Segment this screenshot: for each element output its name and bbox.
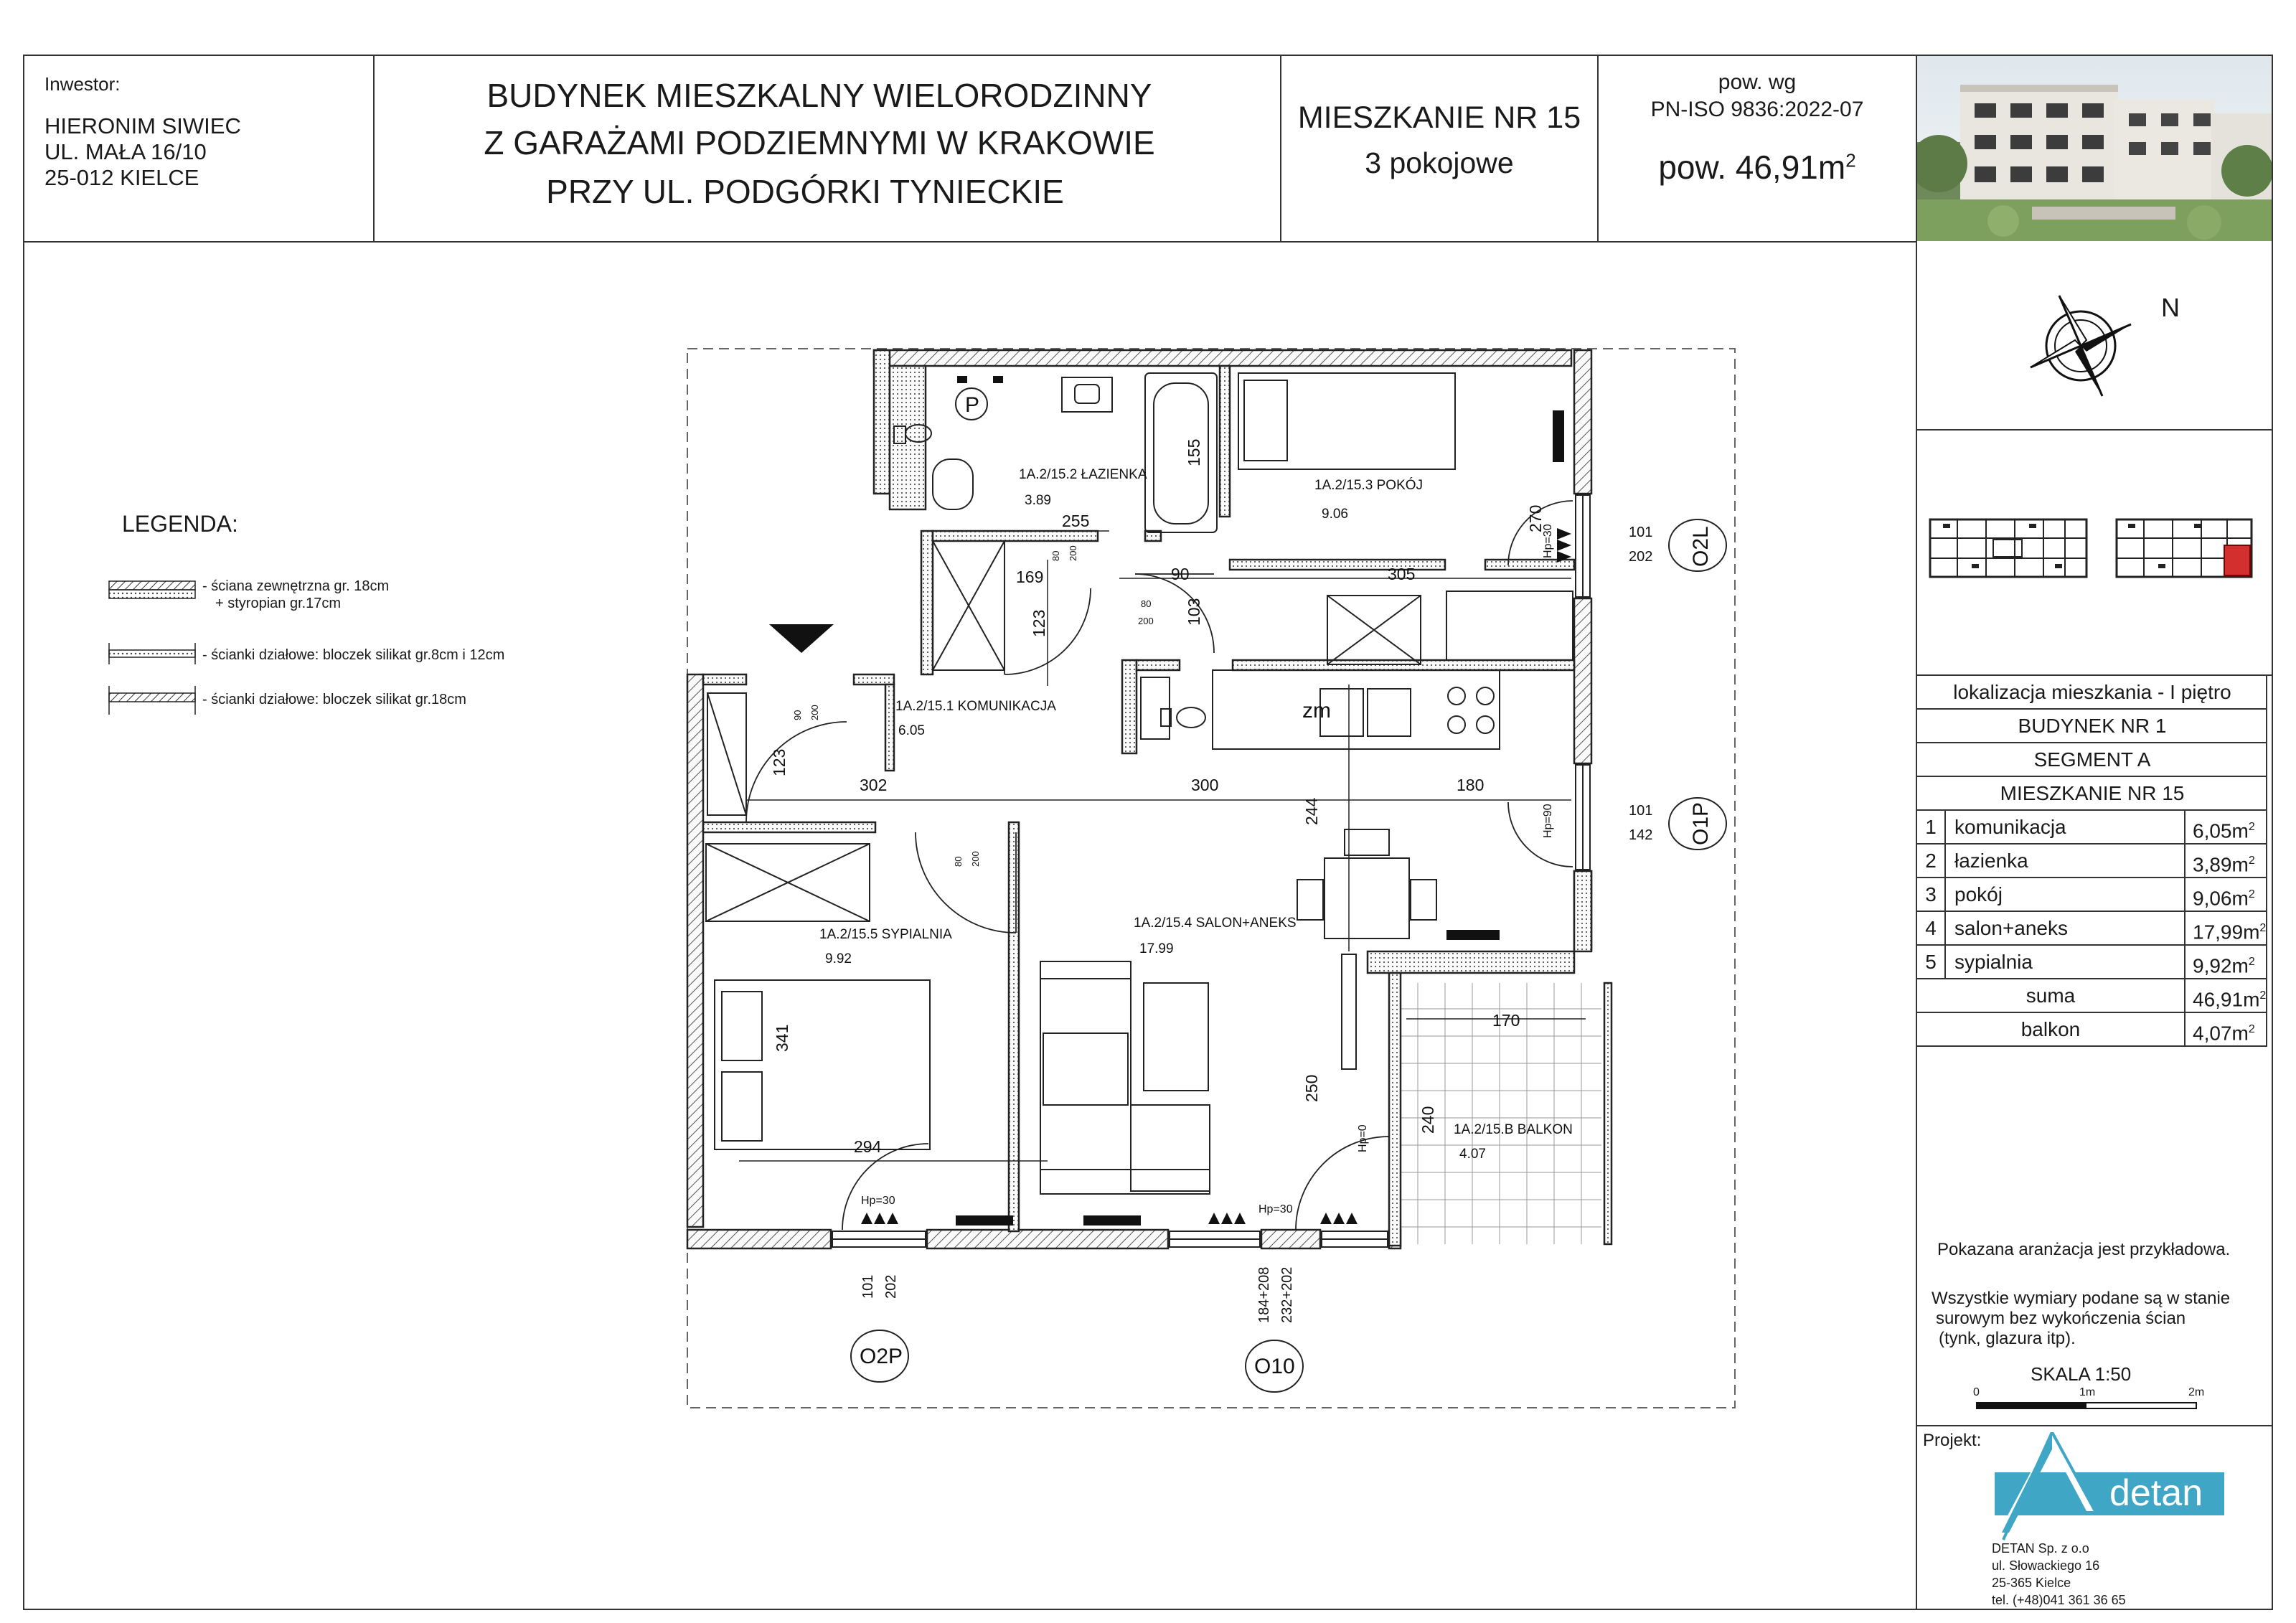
- area-total-sup: 2: [1845, 149, 1856, 171]
- svg-text:300: 300: [1191, 776, 1219, 794]
- svg-text:250: 250: [1302, 1074, 1321, 1102]
- note-dimensions-3: (tynk, glazura itp).: [1939, 1329, 2076, 1348]
- area-norm-line1: pow. wg: [1718, 70, 1797, 94]
- project-label: Projekt:: [1923, 1431, 1982, 1450]
- room-row-5: [1917, 946, 2267, 979]
- svg-text:200: 200: [1138, 616, 1154, 626]
- svg-text:Hp=30: Hp=30: [1258, 1203, 1293, 1215]
- svg-text:1A.2/15.B BALKON: 1A.2/15.B BALKON: [1454, 1122, 1573, 1137]
- svg-text:90: 90: [1171, 565, 1190, 583]
- company-phone: tel. (+48)041 361 36 65: [1992, 1593, 2126, 1607]
- room-sum-row: [1917, 979, 2267, 1013]
- svg-text:101: 101: [860, 1274, 876, 1299]
- area-norm-line2: PN-ISO 9836:2022-07: [1650, 98, 1864, 121]
- table-right-border: [2266, 674, 2267, 1047]
- company-city: 25-365 Kielce: [1992, 1576, 2071, 1590]
- room-row-1: [1917, 811, 2267, 845]
- location-segment: SEGMENT A: [2033, 748, 2151, 771]
- svg-text:255: 255: [1062, 512, 1090, 530]
- compass-box-bottom: [1917, 429, 2273, 431]
- investor-street: UL. MAŁA 16/10: [44, 139, 207, 164]
- project-box-top: [1917, 1425, 2273, 1426]
- svg-text:200: 200: [1068, 545, 1078, 561]
- svg-text:123: 123: [1030, 609, 1048, 637]
- room-row-4: [1917, 912, 2267, 946]
- svg-text:123: 123: [770, 748, 789, 776]
- svg-text:1A.2/15.1 KOMUNIKACJA: 1A.2/15.1 KOMUNIKACJA: [895, 699, 1056, 714]
- room-row-value: $9,92m^2$: [2184, 946, 2267, 978]
- room-row-name: pokój: [1954, 883, 2003, 905]
- area-total-value: pow. 46,91m: [1658, 149, 1846, 186]
- svg-text:90: 90: [792, 710, 803, 720]
- svg-text:200: 200: [970, 851, 981, 867]
- svg-text:O2L: O2L: [1689, 526, 1713, 567]
- apartment-number: MIESZKANIE NR 15: [1297, 100, 1581, 135]
- scale-1m: 1m: [2079, 1386, 2096, 1398]
- investor-label: Inwestor:: [44, 73, 121, 95]
- svg-text:302: 302: [860, 776, 888, 794]
- svg-text:Hp=30: Hp=30: [1542, 524, 1554, 558]
- location-building-row: [1917, 710, 2267, 743]
- room-row-name: komunikacja: [1954, 816, 2066, 838]
- project-title-line2: Z GARAŻAMI PODZIEMNYMI W KRAKOWIE: [484, 124, 1155, 161]
- investor-city: 25-012 KIELCE: [44, 165, 199, 190]
- zm-label: zm: [1302, 699, 1331, 723]
- svg-text:17.99: 17.99: [1139, 941, 1174, 956]
- svg-text:O2P: O2P: [860, 1345, 903, 1368]
- room-row-num: 1: [1917, 811, 1946, 843]
- key-plan-segment-left: [1929, 517, 2088, 583]
- location-apartment-row: [1917, 777, 2267, 811]
- location-apartment: MIESZKANIE NR 15: [2000, 782, 2185, 804]
- svg-text:180: 180: [1457, 776, 1485, 794]
- location-segment-row: [1917, 743, 2267, 777]
- apartment-rooms: 3 pokojowe: [1365, 146, 1514, 179]
- svg-text:9.06: 9.06: [1322, 507, 1348, 522]
- svg-text:1A.2/15.3 POKÓJ: 1A.2/15.3 POKÓJ: [1314, 478, 1424, 493]
- svg-text:Hp=90: Hp=90: [1542, 804, 1554, 838]
- svg-text:294: 294: [854, 1137, 882, 1156]
- svg-text:202: 202: [883, 1274, 899, 1299]
- svg-text:169: 169: [1016, 568, 1044, 586]
- svg-text:142: 142: [1629, 827, 1653, 843]
- parking-label: P: [965, 393, 980, 417]
- svg-text:80: 80: [953, 856, 964, 867]
- svg-text:232+202: 232+202: [1279, 1266, 1295, 1323]
- key-plan-segment-right: [2115, 517, 2254, 583]
- svg-text:4.07: 4.07: [1459, 1147, 1486, 1162]
- svg-text:O10: O10: [1254, 1355, 1295, 1378]
- detan-logo: [1987, 1432, 2231, 1547]
- legend-item-1: - ściana zewnętrzna gr. 18cm: [202, 578, 390, 594]
- note-dimensions-1: Wszystkie wymiary podane są w stanie: [1932, 1289, 2231, 1308]
- room-row-value: $9,06m^2$: [2184, 878, 2267, 911]
- room-row-num: 2: [1917, 845, 1946, 877]
- location-floor: lokalizacja mieszkania - I piętro: [1953, 681, 2231, 703]
- compass-rose-icon: [2023, 288, 2167, 410]
- legend-item-1b: + styropian gr.17cm: [215, 596, 342, 611]
- svg-text:341: 341: [773, 1024, 791, 1052]
- svg-text:Hp=0: Hp=0: [1357, 1124, 1369, 1152]
- svg-text:O1P: O1P: [1689, 801, 1713, 845]
- balcony-value: $4,07m^2$: [2184, 1013, 2267, 1045]
- legend-title: LEGENDA:: [122, 511, 238, 537]
- legend-item-3: - ścianki działowe: bloczek silikat gr.18cm: [202, 692, 466, 707]
- detan-logo-text: detan: [2109, 1472, 2203, 1514]
- svg-text:1A.2/15.2 ŁAZIENKA: 1A.2/15.2 ŁAZIENKA: [1019, 467, 1147, 482]
- building-render-image: [1917, 56, 2272, 241]
- room-row-num: 5: [1917, 946, 1946, 978]
- room-row-name: łazienka: [1954, 850, 2028, 872]
- svg-text:80: 80: [1141, 598, 1152, 609]
- room-row-name: salon+aneks: [1954, 917, 2069, 939]
- room-sum-value: $46,91m^2$: [2184, 979, 2267, 1012]
- svg-text:184+208: 184+208: [1256, 1266, 1272, 1323]
- svg-text:202: 202: [1629, 549, 1653, 565]
- svg-text:101: 101: [1629, 524, 1653, 540]
- svg-text:103: 103: [1185, 598, 1203, 626]
- svg-text:270: 270: [1526, 504, 1545, 532]
- svg-text:Hp=30: Hp=30: [861, 1195, 895, 1207]
- location-floor-row: [1917, 676, 2267, 710]
- room-sum-label: suma: [2026, 984, 2076, 1007]
- legend-item-2: - ścianki działowe: bloczek silikat gr.8cm i 12cm: [202, 647, 505, 663]
- location-building: BUDYNEK NR 1: [2018, 715, 2167, 737]
- room-row-name: sypialnia: [1954, 951, 2033, 973]
- compass-north-label: N: [2161, 293, 2180, 322]
- investor-name: HIERONIM SIWIEC: [44, 113, 241, 138]
- room-row-value: $3,89m^2$: [2184, 845, 2267, 877]
- scale-0: 0: [1973, 1386, 1980, 1398]
- entrance-arrow-icon: [769, 624, 834, 653]
- svg-text:170: 170: [1492, 1011, 1520, 1030]
- svg-text:6.05: 6.05: [898, 723, 925, 738]
- company-name: DETAN Sp. z o.o: [1992, 1541, 2089, 1556]
- svg-text:9.92: 9.92: [825, 951, 852, 966]
- company-street: ul. Słowackiego 16: [1992, 1558, 2100, 1573]
- balcony-label: balkon: [2020, 1018, 2081, 1040]
- svg-text:200: 200: [809, 705, 820, 720]
- svg-text:244: 244: [1302, 797, 1321, 825]
- room-row-num: 4: [1917, 912, 1946, 944]
- project-title-line1: BUDYNEK MIESZKALNY WIELORODZINNY: [486, 77, 1152, 114]
- svg-text:1A.2/15.5 SYPIALNIA: 1A.2/15.5 SYPIALNIA: [819, 927, 952, 942]
- svg-text:155: 155: [1185, 438, 1203, 466]
- svg-text:1A.2/15.4 SALON+ANEKS: 1A.2/15.4 SALON+ANEKS: [1134, 916, 1297, 931]
- svg-text:3.89: 3.89: [1025, 493, 1051, 508]
- project-title-line3: PRZY UL. PODGÓRKI TYNIECKIE: [546, 173, 1064, 210]
- note-dimensions-2: surowym bez wykończenia ścian: [1936, 1309, 2186, 1328]
- scale-bar: [1976, 1402, 2197, 1409]
- room-row-3: [1917, 878, 2267, 912]
- svg-text:101: 101: [1629, 803, 1653, 819]
- svg-text:80: 80: [1050, 550, 1061, 561]
- svg-text:305: 305: [1388, 565, 1416, 583]
- room-row-value: $6,05m^2$: [2184, 811, 2267, 843]
- balcony-row: [1917, 1013, 2267, 1047]
- svg-text:240: 240: [1418, 1106, 1437, 1134]
- room-row-num: 3: [1917, 878, 1946, 911]
- scale-label: SKALA 1:50: [2031, 1363, 2132, 1385]
- room-row-2: [1917, 845, 2267, 878]
- scale-2m: 2m: [2188, 1386, 2205, 1398]
- note-example-arrangement: Pokazana aranżacja jest przykładowa.: [1937, 1240, 2231, 1259]
- room-row-value: $17,99m^2$: [2184, 912, 2267, 944]
